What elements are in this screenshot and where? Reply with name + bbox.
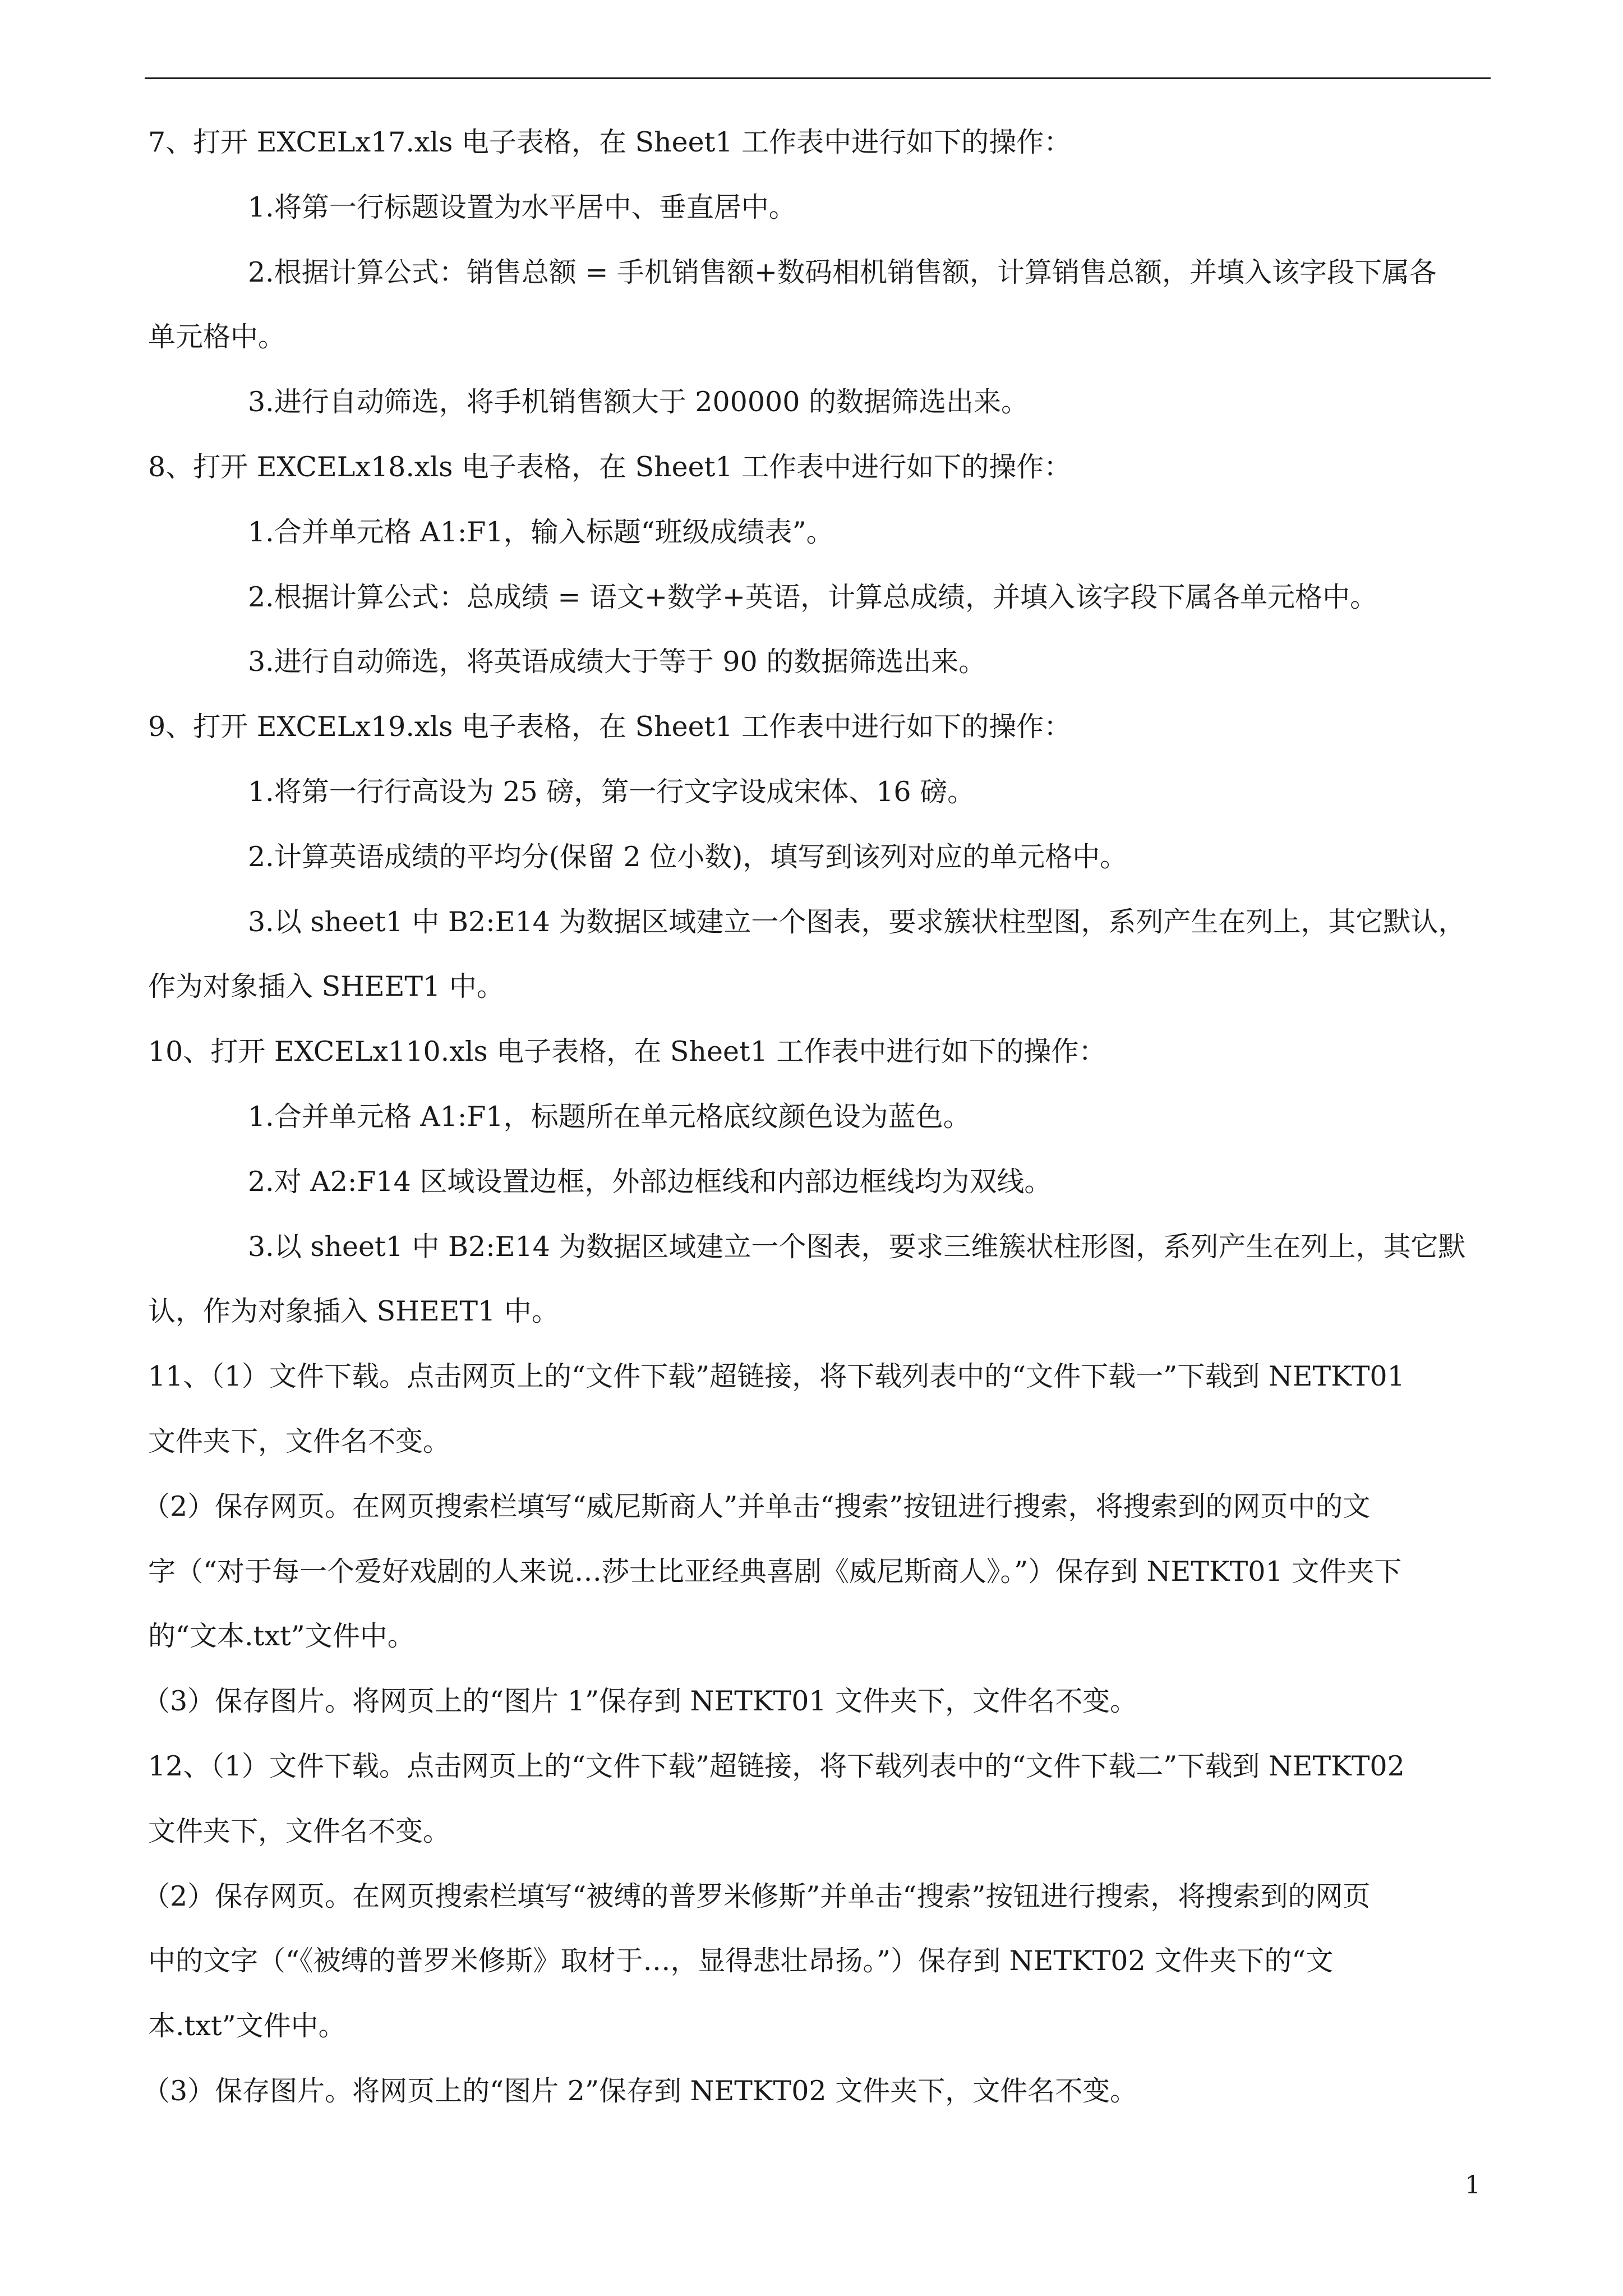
header-rule: [145, 77, 1491, 79]
text-line: 认，作为对象插入 SHEET1 中。: [148, 1295, 559, 1328]
text-line: 单元格中。: [148, 321, 286, 353]
text-line: 11、（1）文件下载。点击网页上的“文件下载”超链接，将下载列表中的“文件下载一”下载到 NETKT01: [148, 1360, 1405, 1393]
text-line: 中的文字（“《被缚的普罗米修斯》取材于…，显得悲壮昂扬。”）保存到 NETKT02 文件夹下的“文: [148, 1945, 1334, 1977]
text-line: 1.合并单元格 A1:F1，输入标题“班级成绩表”。: [248, 516, 834, 548]
text-line: （2）保存网页。在网页搜索栏填写“威尼斯商人”并单击“搜索”按钮进行搜索，将搜索到的网页中的文: [142, 1490, 1371, 1522]
text-line: （3）保存图片。将网页上的“图片 2”保存到 NETKT02 文件夹下，文件名不变。: [142, 2074, 1138, 2107]
text-line: （3）保存图片。将网页上的“图片 1”保存到 NETKT01 文件夹下，文件名不变。: [142, 1685, 1138, 1718]
text-line: 2.计算英语成绩的平均分(保留 2 位小数)，填写到该列对应的单元格中。: [248, 840, 1128, 873]
text-line: 1.将第一行标题设置为水平居中、垂直居中。: [248, 191, 796, 223]
text-line: 的“文本.txt”文件中。: [148, 1620, 415, 1653]
text-line: 3.进行自动筛选，将英语成绩大于等于 90 的数据筛选出来。: [248, 646, 986, 678]
text-line: 作为对象插入 SHEET1 中。: [148, 970, 504, 1003]
text-line: （2）保存网页。在网页搜索栏填写“被缚的普罗米修斯”并单击“搜索”按钮进行搜索，将搜索到的网页: [142, 1880, 1371, 1912]
text-line: 3.进行自动筛选，将手机销售额大于 200000 的数据筛选出来。: [248, 386, 1029, 418]
text-line: 3.以 sheet1 中 B2:E14 为数据区域建立一个图表，要求簇状柱型图，系列产生在列上，其它默认，: [248, 905, 1466, 938]
text-line: 9、打开 EXCELx19.xls 电子表格，在 Sheet1 工作表中进行如下的操作：: [148, 711, 1072, 743]
document-body: [142, 125, 1494, 2138]
text-line: 1.将第一行行高设为 25 磅，第一行文字设成宋体、16 磅。: [248, 775, 975, 808]
text-line: 2.根据计算公式：销售总额 = 手机销售额+数码相机销售额，计算销售总额，并填入该字段下属各: [248, 256, 1437, 288]
text-line: 8、打开 EXCELx18.xls 电子表格，在 Sheet1 工作表中进行如下的操作：: [148, 450, 1072, 483]
text-line: 10、打开 EXCELx110.xls 电子表格，在 Sheet1 工作表中进行如下的操作：: [148, 1036, 1106, 1068]
text-line: 本.txt”文件中。: [148, 2010, 346, 2042]
page-number: 1: [1465, 2171, 1481, 2200]
text-line: 7、打开 EXCELx17.xls 电子表格，在 Sheet1 工作表中进行如下的操作：: [148, 126, 1072, 158]
text-line: 1.合并单元格 A1:F1，标题所在单元格底纹颜色设为蓝色。: [248, 1100, 971, 1133]
text-line: 文件夹下，文件名不变。: [148, 1425, 451, 1457]
text-line: 2.根据计算公式：总成绩 = 语文+数学+英语，计算总成绩，并填入该字段下属各单元格中。: [248, 581, 1378, 613]
text-line: 12、（1）文件下载。点击网页上的“文件下载”超链接，将下载列表中的“文件下载二”下载到 NETKT02: [148, 1750, 1405, 1782]
text-line: 文件夹下，文件名不变。: [148, 1815, 451, 1847]
text-line: 2.对 A2:F14 区域设置边框，外部边框线和内部边框线均为双线。: [248, 1165, 1052, 1198]
text-line: 字（“对于每一个爱好戏剧的人来说…莎士比亚经典喜剧《威尼斯商人》。”）保存到 NETKT01 文件夹下: [148, 1555, 1402, 1588]
text-line: 3.以 sheet1 中 B2:E14 为数据区域建立一个图表，要求三维簇状柱形图，系列产生在列上，其它默: [248, 1230, 1466, 1263]
